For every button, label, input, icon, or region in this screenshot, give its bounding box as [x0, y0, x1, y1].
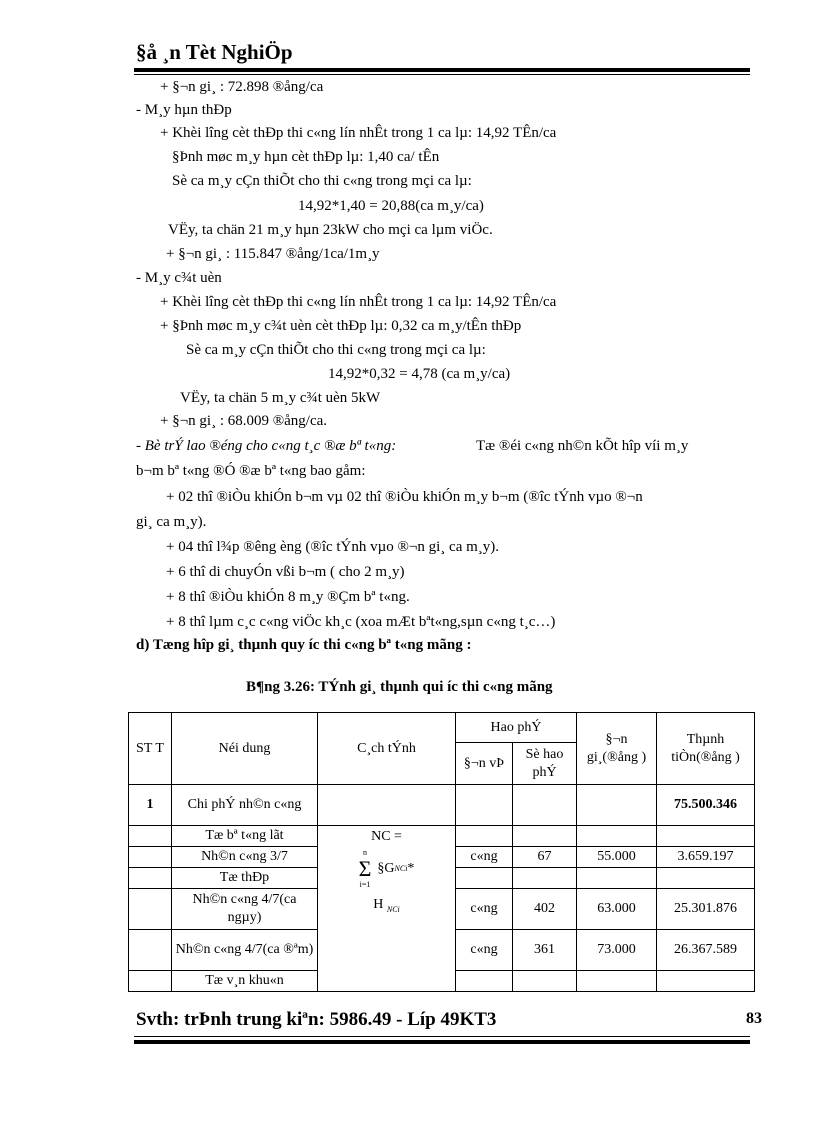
text-line: Tæ ®éi c«ng nh©n kÕt hîp víi m¸y — [476, 438, 689, 454]
cell-so: 361 — [513, 930, 577, 971]
cell-formula — [318, 826, 456, 992]
cell-cach-tinh — [318, 785, 456, 826]
cell-gia — [577, 785, 657, 826]
formula-lhs: NC = — [371, 829, 402, 844]
cell-so — [513, 971, 577, 992]
text-line: + 8 thî ®iÒu khiÓn 8 m¸y ®Çm bª t«ng. — [166, 589, 410, 605]
text-line: + 8 thî lµm c¸c c«ng viÖc kh¸c (xoa mÆt bªt«ng,sµn c«ng t¸c…) — [166, 614, 556, 630]
text-line: - M¸y hµn thÐp — [136, 102, 232, 118]
text-line: b¬m bª t«ng ®Ó ®æ bª t«ng bao gåm: — [136, 463, 366, 479]
header-cach-tinh: C¸ch tÝnh — [318, 713, 456, 785]
text-line: + §¬n gi¸ : 115.847 ®ång/1ca/1m¸y — [166, 246, 380, 262]
page-header: §å ¸n Tèt NghiÖp — [136, 40, 293, 64]
footer-author: Svth: trÞnh trung kiªn: 5986.49 - Líp 49KT3 — [136, 1009, 497, 1030]
cell-tien: 26.367.589 — [657, 930, 755, 971]
cell-gia: 55.000 — [577, 847, 657, 868]
header-rule-thin — [134, 74, 750, 75]
cell-stt — [129, 971, 172, 992]
cell-tien — [657, 868, 755, 889]
formula-upper: n — [362, 848, 367, 857]
footer-rule — [134, 1040, 750, 1044]
cell-so: 402 — [513, 889, 577, 930]
cell-don-vi — [456, 868, 513, 889]
cell-tien: 75.500.346 — [657, 785, 755, 826]
text-line: + §¬n gi¸ : 68.009 ®ång/ca. — [160, 413, 328, 429]
cell-so — [513, 868, 577, 889]
text-line: + §Þnh møc m¸y c¾t uèn cèt thÐp lµ: 0,32 ca m¸y/tÊn thÐp — [160, 318, 522, 334]
formula-term-sub: NCi — [394, 864, 408, 873]
text-line: gi¸ ca m¸y). — [136, 514, 207, 530]
sum-icon: Σ — [358, 856, 372, 881]
cell-don-vi: c«ng — [456, 847, 513, 868]
cell-stt — [129, 847, 172, 868]
cell-tien — [657, 826, 755, 847]
cell-so — [513, 785, 577, 826]
cell-don-vi — [456, 971, 513, 992]
formula-lower: i=1 — [359, 880, 371, 889]
cell-noi-dung: Tæ bª t«ng lãt — [172, 826, 318, 847]
text-line: Sè ca m¸y cÇn thiÕt cho thi c«ng trong mçi ca lµ: — [172, 173, 472, 189]
cell-noi-dung: Nh©n c«ng 4/7(ca ngµy) — [172, 889, 318, 930]
text-line: VËy, ta chän 21 m¸y hµn 23kW cho mçi ca lµm viÖc. — [168, 222, 493, 238]
footer-rule-thin — [134, 1036, 750, 1037]
cell-don-vi — [456, 785, 513, 826]
formula-h: H — [373, 897, 384, 912]
cell-don-vi — [456, 826, 513, 847]
cell-stt — [129, 826, 172, 847]
cell-noi-dung: Nh©n c«ng 3/7 — [172, 847, 318, 868]
section-heading: d) Tæng hîp gi¸ thµnh quy íc thi c«ng bª t«ng mãng : — [136, 637, 472, 653]
cell-gia — [577, 868, 657, 889]
cell-gia: 63.000 — [577, 889, 657, 930]
text-line: + 04 thî l¾p ®êng èng (®îc tÝnh vµo ®¬n gi¸ ca m¸y). — [166, 539, 500, 555]
cell-gia: 73.000 — [577, 930, 657, 971]
cell-don-vi: c«ng — [456, 930, 513, 971]
text-line: + Khèi lîng cèt thÐp thi c«ng lín nhÊt trong 1 ca lµ: 14,92 TÊn/ca — [160, 294, 557, 310]
cell-stt — [129, 868, 172, 889]
formula-h-sub: NCi — [386, 904, 400, 914]
cell-tien: 25.301.876 — [657, 889, 755, 930]
text-line: - M¸y c¾t uèn — [136, 270, 222, 286]
cell-tien: 3.659.197 — [657, 847, 755, 868]
header-don-vi: §¬n vÞ — [456, 743, 513, 785]
cell-noi-dung: Tæ v¸n khu«n — [172, 971, 318, 992]
page-number: 83 — [746, 1010, 762, 1027]
header-so-hao-phi: Sè hao phÝ — [513, 743, 577, 785]
header-thanh-tien: Thµnh tiÒn(®ång ) — [657, 713, 755, 785]
text-line: VËy, ta chän 5 m¸y c¾t uèn 5kW — [180, 390, 381, 406]
header-noi-dung: Néi dung — [172, 713, 318, 785]
cell-don-vi: c«ng — [456, 889, 513, 930]
table-row — [129, 785, 755, 826]
text-line: + 6 thî di chuyÓn vßi b¬m ( cho 2 m¸y) — [166, 564, 405, 580]
header-rule — [134, 68, 750, 72]
header-stt: ST T — [129, 713, 172, 785]
formula-star: * — [407, 861, 415, 876]
text-line: 14,92*1,40 = 20,88(ca m¸y/ca) — [298, 198, 484, 214]
text-line: + Khèi lîng cèt thÐp thi c«ng lín nhÊt trong 1 ca lµ: 14,92 TÊn/ca — [160, 125, 557, 141]
formula-term: §G — [377, 861, 395, 876]
cell-noi-dung: Chi phÝ nh©n c«ng — [172, 785, 318, 826]
text-line: Sè ca m¸y cÇn thiÕt cho thi c«ng trong mçi ca lµ: — [186, 342, 486, 358]
text-line: + §¬n gi¸ : 72.898 ®ång/ca — [160, 79, 324, 95]
cell-tien — [657, 971, 755, 992]
cost-table — [128, 712, 755, 992]
text-line: §Þnh møc m¸y hµn cèt thÐp lµ: 1,40 ca/ tÊn — [172, 149, 440, 165]
cell-so: 67 — [513, 847, 577, 868]
cell-stt — [129, 889, 172, 930]
cell-noi-dung: Nh©n c«ng 4/7(ca ®ªm) — [172, 930, 318, 971]
cell-gia — [577, 971, 657, 992]
cell-gia — [577, 826, 657, 847]
cell-stt: 1 — [129, 785, 172, 826]
table-row — [129, 826, 755, 847]
cell-noi-dung: Tæ thÐp — [172, 868, 318, 889]
text-line: + 02 thî ®iÒu khiÓn b¬m vµ 02 thî ®iÒu khiÓn m¸y b¬m (®îc tÝnh vµo ®¬n — [166, 489, 643, 505]
cell-so — [513, 826, 577, 847]
cell-stt — [129, 930, 172, 971]
text-line: 14,92*0,32 = 4,78 (ca m¸y/ca) — [328, 366, 511, 382]
text-line: - Bè trÝ lao ®éng cho c«ng t¸c ®æ bª t«ng: — [136, 438, 397, 454]
header-hao-phi: Hao phÝ — [456, 713, 577, 743]
header-don-gia: §¬n gi¸(®ång ) — [577, 713, 657, 785]
table-caption: B¶ng 3.26: TÝnh gi¸ thµnh qui íc thi c«ng mãng — [246, 679, 553, 695]
